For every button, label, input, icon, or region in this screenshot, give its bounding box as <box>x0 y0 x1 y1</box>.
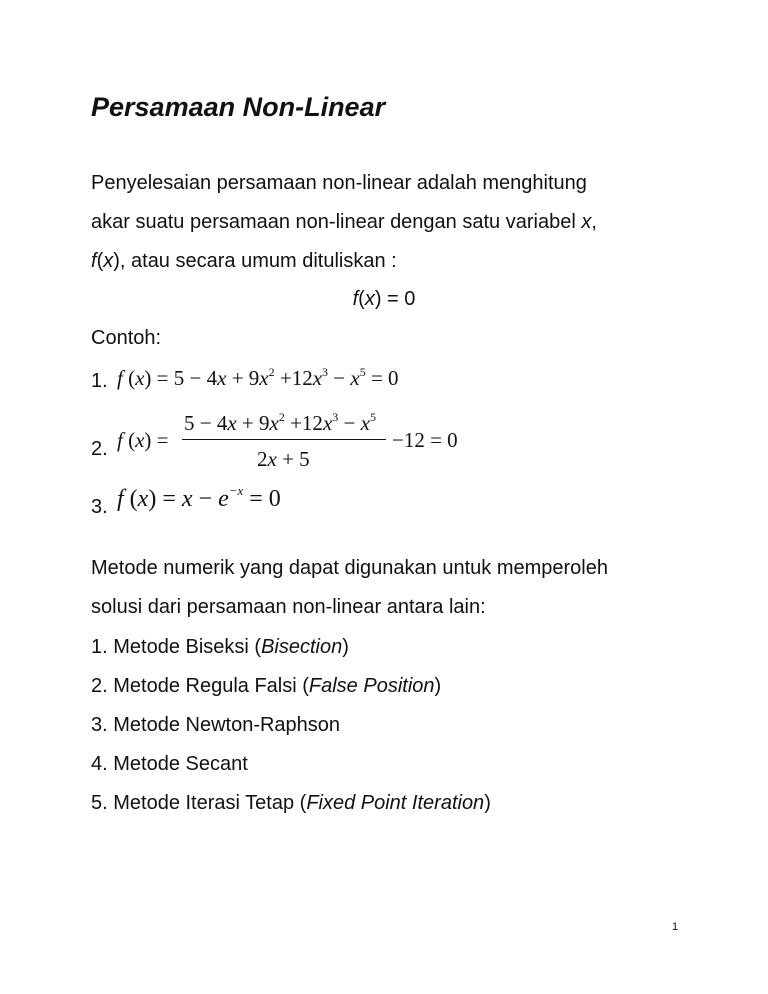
eq3-e: e <box>218 486 229 512</box>
eq2-den-x: x <box>267 447 277 471</box>
eq3-mid: ) = <box>148 486 182 512</box>
eq2-x: x <box>135 428 145 452</box>
method-3 <box>91 714 340 737</box>
centered-equation <box>0 288 768 311</box>
example-2-denominator <box>257 447 310 472</box>
eq2-num-s2: 3 <box>332 410 339 424</box>
method-1-pre: 1. Metode Biseksi ( <box>91 636 262 658</box>
method-2-pre: 2. Metode Regula Falsi ( <box>91 675 309 697</box>
example-1-number: 1. <box>91 370 108 392</box>
eq3-minus: − <box>192 486 219 512</box>
eq1-s2: 3 <box>322 365 329 379</box>
center-open: ( <box>358 288 365 310</box>
eq3-end: = 0 <box>243 486 281 512</box>
eq1-p1: + 9 <box>226 366 260 390</box>
eq3-f: f <box>117 486 124 512</box>
eq2-num-x3: x <box>322 411 333 435</box>
method-2 <box>91 675 441 698</box>
eq1-p2: +12 <box>274 366 313 390</box>
method-5 <box>91 792 491 815</box>
example-2-numerator <box>184 411 376 436</box>
eq2-num-a: 5 − 4 <box>184 411 228 435</box>
method-3-pre: 3. Metode Newton-Raphson <box>91 714 341 736</box>
eq3-x2: x <box>181 486 193 512</box>
method-2-post: ) <box>434 675 442 697</box>
intro-line-3-text: ), atau secara umum dituliskan : <box>113 250 397 272</box>
example-2-tail: −12 = 0 <box>392 428 458 452</box>
eq1-x2: x <box>217 366 227 390</box>
methods-intro-2: solusi dari persamaan non-linear antara lain: <box>91 596 486 618</box>
eq2-num-c: +12 <box>284 411 323 435</box>
eq1-s3: 5 <box>359 365 366 379</box>
eq2-num-x2: x <box>269 411 279 435</box>
example-3-number: 3. <box>91 496 108 518</box>
center-rest: ) = 0 <box>374 288 416 310</box>
eq1-x3: x <box>259 366 269 390</box>
center-x: x <box>364 288 375 310</box>
method-4 <box>91 753 248 776</box>
method-1-post: ) <box>342 636 349 658</box>
eq1-lhs: ( <box>122 366 136 390</box>
eq1-x4: x <box>312 366 323 390</box>
eq2-den-b: + 5 <box>276 447 310 471</box>
page-title: Persamaan Non-Linear <box>91 92 386 122</box>
variable-x: x <box>581 211 592 233</box>
eq1-end: = 0 <box>365 366 399 390</box>
example-2-lhs <box>117 428 169 453</box>
contoh-label: Contoh: <box>91 327 162 349</box>
eq2-den-a: 2 <box>257 447 268 471</box>
intro-line-2-text: akar suatu persamaan non-linear dengan satu variabel <box>91 211 582 233</box>
eq2-num-d: − <box>338 411 361 435</box>
paren-open: ( <box>96 250 104 272</box>
page-number: 1 <box>672 921 679 933</box>
intro-line-1: Penyelesaian persamaan non-linear adalah menghitung <box>91 172 587 194</box>
eq1-f: f <box>117 366 123 390</box>
eq2-num-s3: 5 <box>369 410 376 424</box>
method-1-em: Bisection <box>261 636 343 658</box>
eq2-num-b: + 9 <box>236 411 270 435</box>
eq3-sup: −x <box>228 483 244 498</box>
eq2-f: f <box>117 428 123 452</box>
eq1-x: x <box>135 366 145 390</box>
eq3-lhs: ( <box>123 486 138 512</box>
intro-line-2 <box>91 211 597 234</box>
eq2-lhs: ( <box>122 428 136 452</box>
eq2-eq: ) = <box>144 428 169 452</box>
intro-line-3 <box>91 250 397 273</box>
eq2-num-x1: x <box>227 411 237 435</box>
method-2-em: False Position <box>308 675 435 697</box>
example-1-equation <box>117 366 399 391</box>
method-5-em: Fixed Point Iteration <box>306 792 485 814</box>
comma: , <box>591 211 597 233</box>
example-3-equation <box>117 483 281 513</box>
fraction-bar <box>182 439 386 440</box>
method-1 <box>91 636 349 659</box>
method-5-pre: 5. Metode Iterasi Tetap ( <box>91 792 307 814</box>
example-2-number: 2. <box>91 438 108 460</box>
method-4-pre: 4. Metode Secant <box>91 753 248 775</box>
methods-intro-1: Metode numerik yang dapat digunakan untuk memperoleh <box>91 557 608 579</box>
eq1-eq: ) = 5 − 4 <box>144 366 218 390</box>
eq1-s1: 2 <box>268 365 275 379</box>
func-x: x <box>103 250 114 272</box>
eq3-x: x <box>137 486 149 512</box>
eq2-num-s1: 2 <box>278 410 285 424</box>
center-f: f <box>352 288 359 310</box>
eq1-x5: x <box>350 366 360 390</box>
func-f: f <box>91 250 97 272</box>
eq2-num-x4: x <box>360 411 370 435</box>
eq1-p3: − <box>328 366 351 390</box>
method-5-post: ) <box>484 792 491 814</box>
